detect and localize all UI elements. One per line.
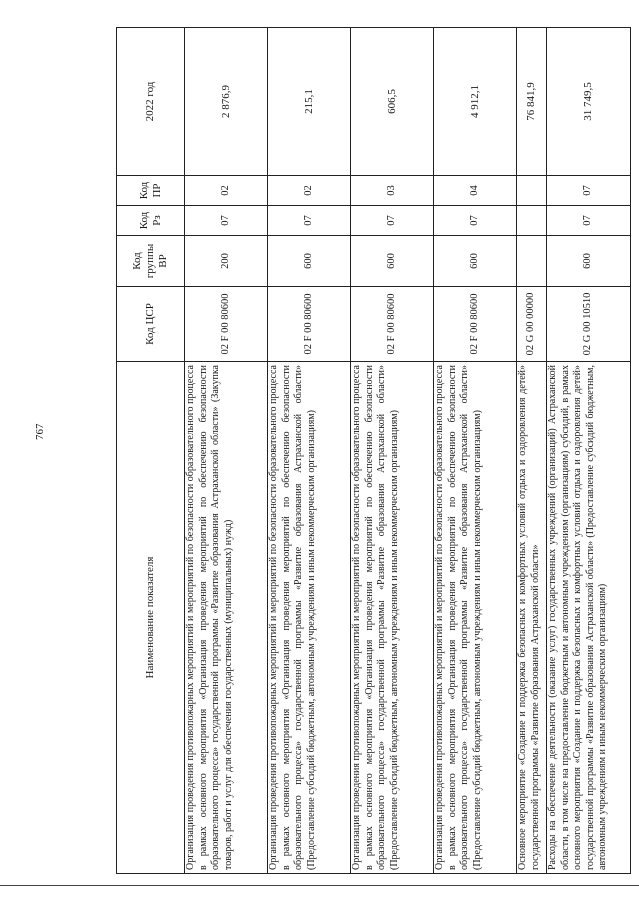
table-row (268, 28, 351, 874)
table-row (547, 28, 631, 874)
row-csr: 02 F 00 80600 (351, 287, 434, 362)
header-name: Наименование показателя (117, 362, 185, 874)
row-vr: 200 (185, 236, 268, 287)
header-rz: Код Рз (117, 206, 185, 236)
row-pr: 03 (351, 176, 434, 206)
row-rz: 07 (351, 206, 434, 236)
table-row (434, 28, 517, 874)
header-pr: Код ПР (117, 176, 185, 206)
row-vr: 600 (351, 236, 434, 287)
page-divider (0, 885, 639, 886)
row-value: 606,5 (351, 28, 434, 176)
row-vr: 600 (268, 236, 351, 287)
row-pr (517, 176, 547, 206)
row-rz (517, 206, 547, 236)
row-name: Организация проведения противопожарных мероприятий и мероприятий по безопасности образовательного процесса в рамках основного мероприятия «Организация проведения мероприятий по обеспечению безопасности образовательного процесса» государственной программы «Развитие образования Астраханской области» (Предоставление субсидий бюджетным, автономным учреждениям и иным некоммерческим организациям) (434, 362, 517, 874)
page-number: 767 (34, 423, 46, 440)
row-name: Основное мероприятие «Создание и поддержка безопасных и комфортных условий отдыха и оздоровления детей» государственной программы «Развитие образования Астраханской области» (517, 362, 547, 874)
row-csr: 02 F 00 80600 (185, 287, 268, 362)
header-csr: Код ЦСР (117, 287, 185, 362)
row-rz: 07 (268, 206, 351, 236)
row-name: Расходы на обеспечение деятельности (оказание услуг) государственных учреждений (организаций) Астраханской области, в том числе на предоставление бюджетным и автономным учреждениям (организациям) субсидий, в рамках основного мероприятия «Создание и поддержка безопасных и комфортных условий отдыха и оздоровления детей» государственной программы «Развитие образования Астраханской области» (Предоставление субсидий бюджетным, автономным учреждениям и иным некоммерческим организациям) (547, 362, 631, 874)
row-pr: 04 (434, 176, 517, 206)
row-name: Организация проведения противопожарных мероприятий и мероприятий по безопасности образовательного процесса в рамках основного мероприятия «Организация проведения мероприятий по обеспечению безопасности образовательного процесса» государственной программы «Развитие образования Астраханской области» (Предоставление субсидий бюджетным, автономным учреждениям и иным некоммерческим организациям) (268, 362, 351, 874)
table-row (185, 28, 268, 874)
row-pr: 07 (547, 176, 631, 206)
row-rz: 07 (547, 206, 631, 236)
rotated-table-container (116, 28, 609, 874)
row-rz: 07 (434, 206, 517, 236)
row-vr: 600 (434, 236, 517, 287)
row-name: Организация проведения противопожарных мероприятий и мероприятий по безопасности образовательного процесса в рамках основного мероприятия «Организация проведения мероприятий по обеспечению безопасности образовательного процесса» государственной программы «Развитие образования Астраханской области» (Предоставление субсидий бюджетным, автономным учреждениям и иным некоммерческим организациям) (351, 362, 434, 874)
header-vr: Код группы ВР (117, 236, 185, 287)
table-row (517, 28, 547, 874)
header-row (117, 28, 185, 874)
row-value: 2 876,9 (185, 28, 268, 176)
row-vr (517, 236, 547, 287)
row-value: 215,1 (268, 28, 351, 176)
row-vr: 600 (547, 236, 631, 287)
table-row (351, 28, 434, 874)
row-csr: 02 G 00 10510 (547, 287, 631, 362)
row-value: 31 749,5 (547, 28, 631, 176)
row-value: 76 841,9 (517, 28, 547, 176)
header-year: 2022 год (117, 28, 185, 176)
row-name: Организация проведения противопожарных мероприятий и мероприятий по безопасности образовательного процесса в рамках основного мероприятия «Организация проведения мероприятий по обеспечению безопасности образовательного процесса» государственной программы «Развитие образования Астраханской области» (Закупка товаров, работ и услуг для обеспечения государственных (муниципальных) нужд) (185, 362, 268, 874)
row-csr: 02 F 00 80600 (268, 287, 351, 362)
budget-table (116, 27, 631, 874)
row-value: 4 912,1 (434, 28, 517, 176)
row-pr: 02 (185, 176, 268, 206)
row-csr: 02 G 00 00000 (517, 287, 547, 362)
row-pr: 02 (268, 176, 351, 206)
row-csr: 02 F 00 80600 (434, 287, 517, 362)
row-rz: 07 (185, 206, 268, 236)
